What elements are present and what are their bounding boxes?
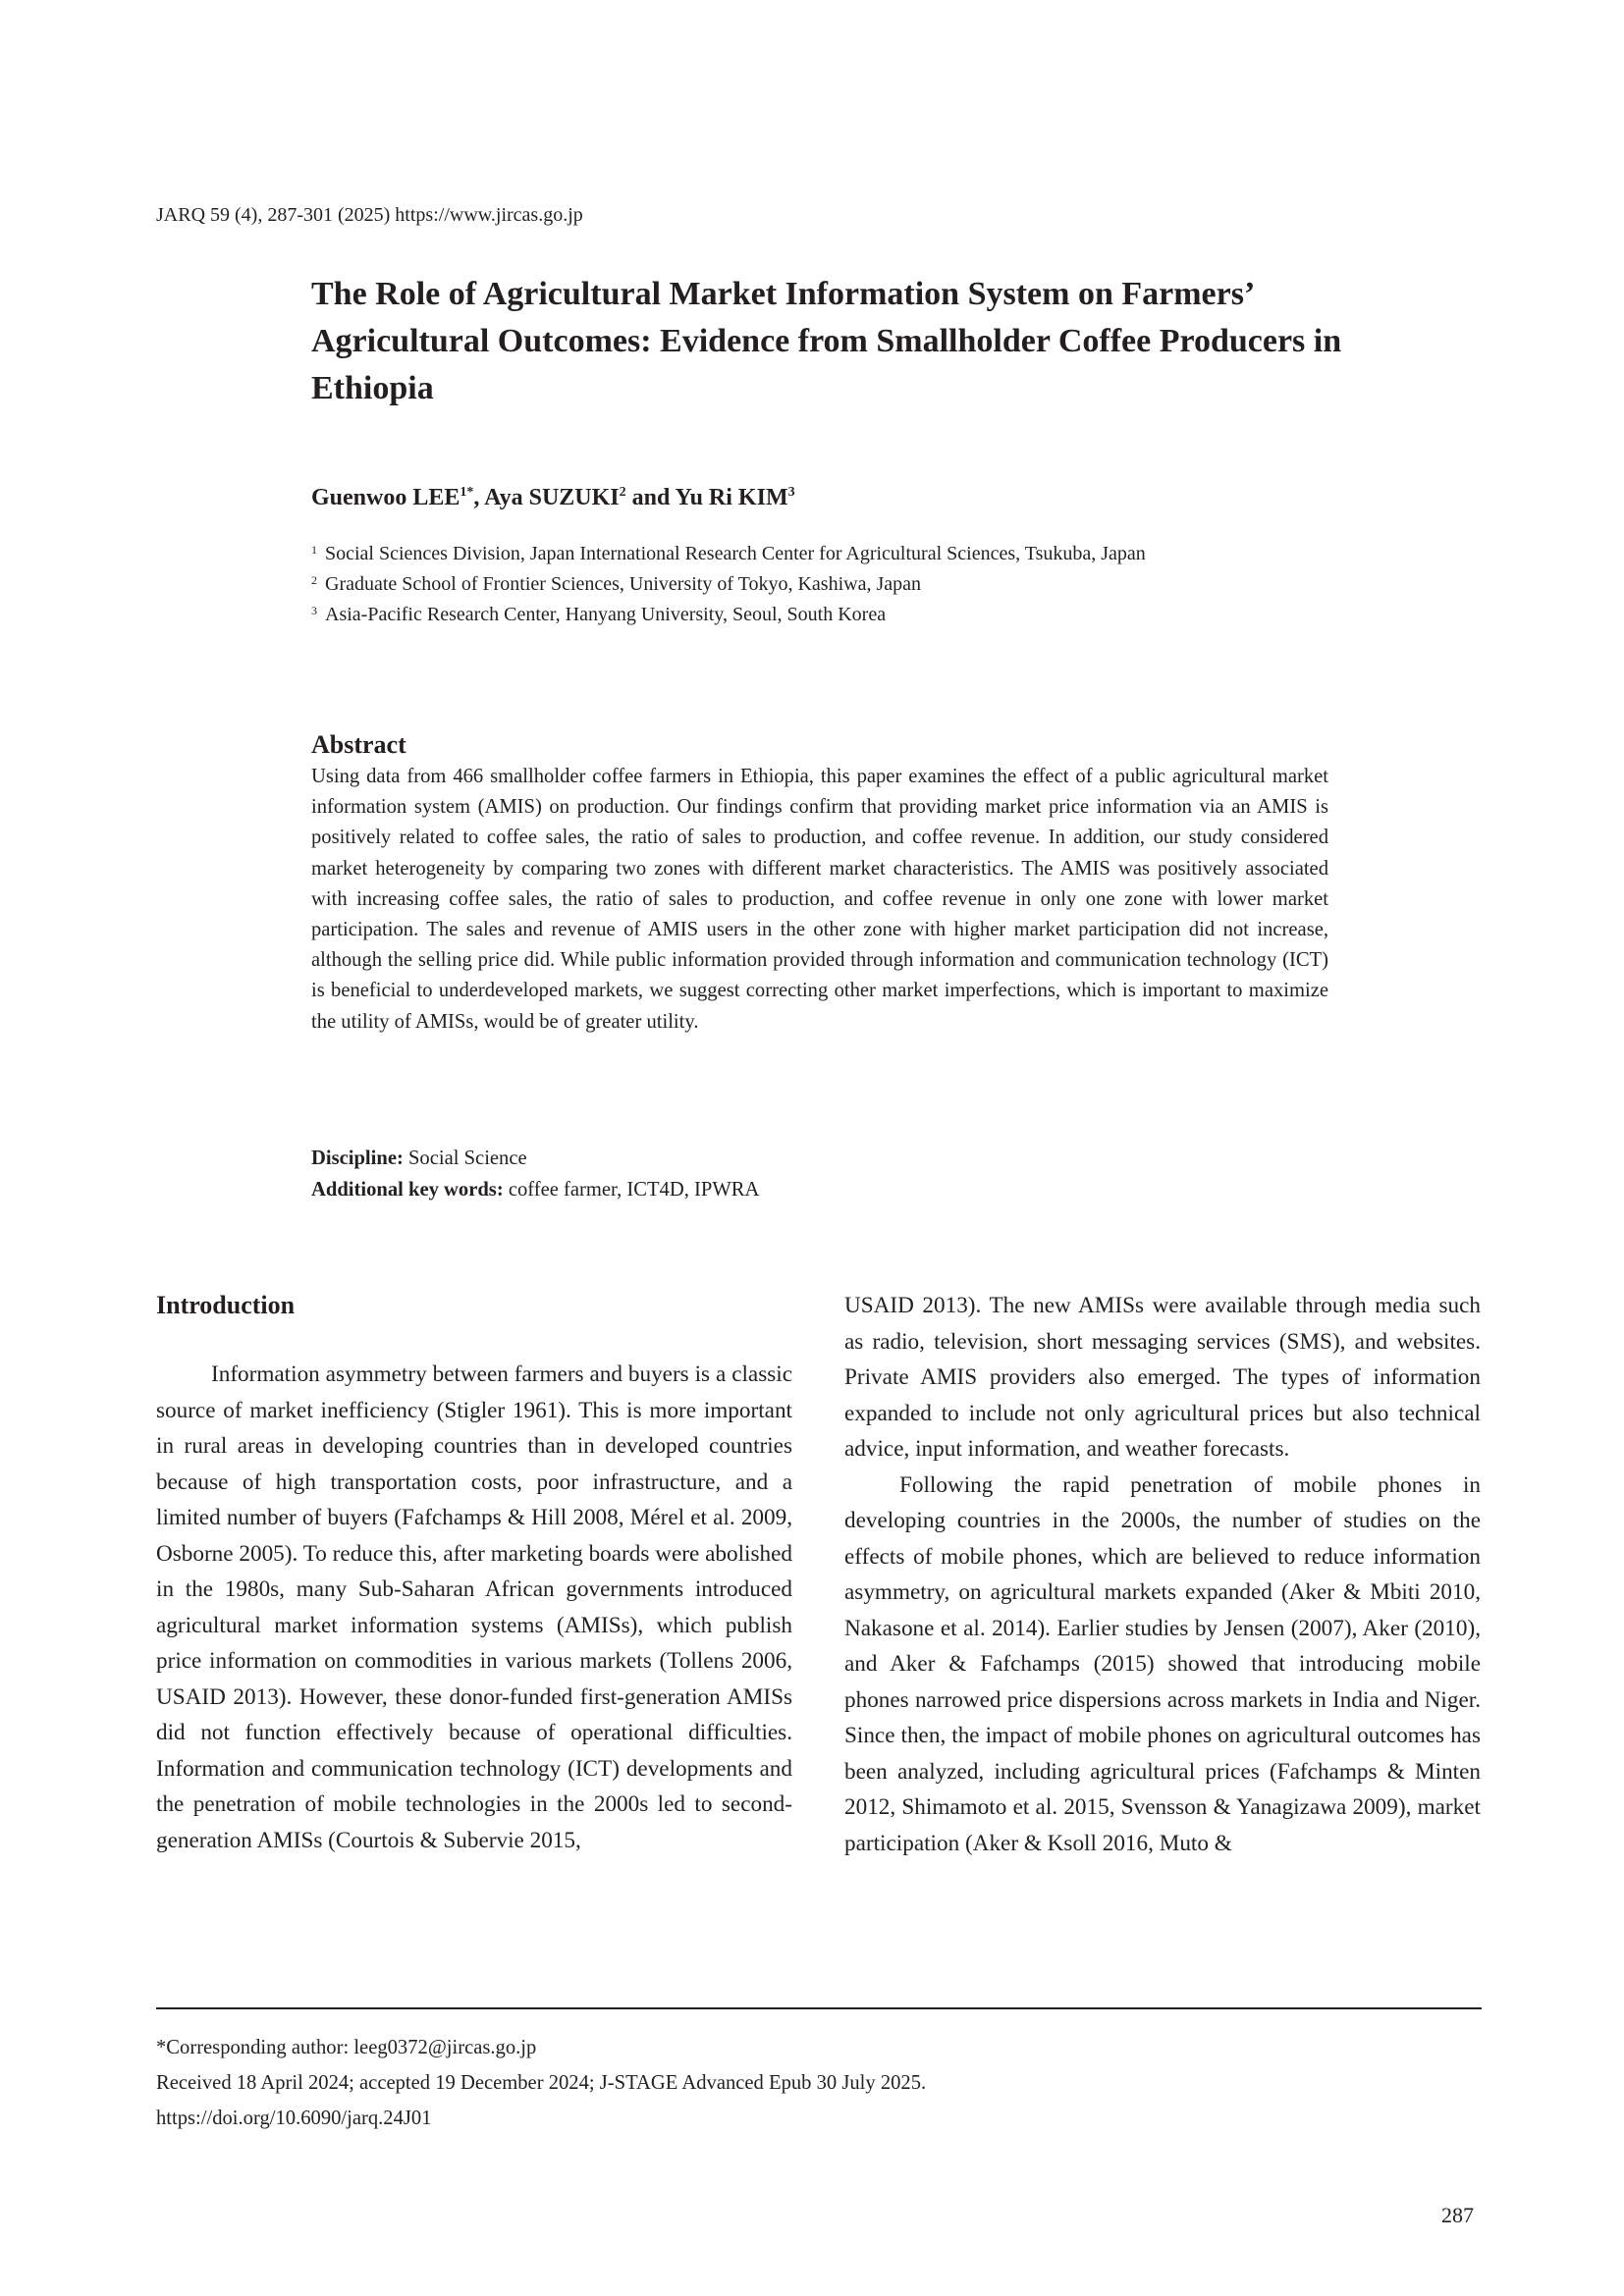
author-affiliation-mark: 3: [787, 485, 795, 500]
affiliation-item: [311, 539, 1391, 569]
author-affiliation-mark: 1*: [460, 485, 474, 500]
affiliations: [311, 539, 1391, 630]
discipline-line: [311, 1143, 759, 1174]
body-column-right: [844, 1288, 1481, 1861]
author-separator: ,: [473, 485, 485, 510]
affiliation-number: 2: [311, 573, 317, 587]
author-separator: and: [625, 485, 676, 510]
author-name: Guenwoo LEE: [311, 485, 460, 510]
footnote-divider: [156, 2007, 1482, 2009]
body-paragraph: Following the rapid penetration of mobile phones in developing countries in the 2000s, the number of studies on the effects of mobile phones, which are believed to reduce information asymmetry, on agricultural markets expanded (Aker & Mbiti 2010, Nakasone et al. 2014). Earlier studies by Jensen (2007), Aker (2010), and Aker & Fafchamps (2015) showed that introducing mobile phones narrowed price dispersions across markets in India and Niger. Since then, the impact of mobile phones on agricultural outcomes has been analyzed, including agricultural prices (Fafchamps & Minten 2012, Shimamoto et al. 2015, Svensson & Yanagizawa 2009), market participation (Aker & Ksoll 2016, Muto &: [844, 1471, 1481, 1856]
received-dates-note: Received 18 April 2024; accepted 19 December 2024; J-STAGE Advanced Epub 30 July 2025.: [156, 2072, 927, 2094]
discipline-label: Discipline:: [311, 1148, 404, 1169]
affiliation-text: Graduate School of Frontier Sciences, University of Tokyo, Kashiwa, Japan: [325, 573, 921, 595]
keywords-label: Additional key words:: [311, 1179, 504, 1201]
corresponding-author-note: *Corresponding author: leeg0372@jircas.go.jp: [156, 2037, 537, 2058]
abstract-body: Using data from 466 smallholder coffee farmers in Ethiopia, this paper examines the effect of a public agricultural market information system (AMIS) on production. Our findings confirm that providing market price information via an AMIS is positively related to coffee sales, the ratio of sales to production, and coffee revenue. In addition, our study considered market heterogeneity by comparing two zones with different market characteristics. The AMIS was positively associated with increasing coffee sales, the ratio of sales to production, and coffee revenue in only one zone with lower market participation. The sales and revenue of AMIS users in the other zone with higher market participation did not increase, although the selling price did. While public information provided through information and communication technology (ICT) is beneficial to underdeveloped markets, we suggest correcting other market imperfections, which is important to maximize the utility of AMISs, would be of greater utility.: [311, 766, 1328, 1033]
affiliation-item: [311, 600, 1391, 630]
running-head: JARQ 59 (4), 287-301 (2025) https://www.jircas.go.jp: [156, 204, 583, 226]
keywords-line: [311, 1174, 759, 1205]
author-affiliation-mark: 2: [619, 485, 626, 500]
body-paragraph: USAID 2013). The new AMISs were available through media such as radio, television, short messaging services (SMS), and websites. Private AMIS providers also emerged. The types of information expanded to include not only agricultural prices but also technical advice, input information, and weather forecasts.: [844, 1293, 1481, 1462]
author-name: Aya SUZUKI: [484, 485, 620, 510]
body-column-left: [156, 1288, 792, 1858]
affiliation-text: Social Sciences Division, Japan International Research Center for Agricultural Sciences, Tsukuba, Japan: [325, 543, 1146, 564]
body-paragraph: Information asymmetry between farmers and buyers is a classic source of market inefficiency (Stigler 1961). This is more important in rural areas in developing countries than in developed countries because of high transportation costs, poor infrastructure, and a limited number of buyers (Fafchamps & Hill 2008, Mérel et al. 2009, Osborne 2005). To reduce this, after marketing boards were abolished in the 1980s, many Sub-Saharan African governments introduced agricultural market information systems (AMISs), which publish price information on commodities in various markets (Tollens 2006, USAID 2013). However, these donor-funded first-generation AMISs did not function effectively because of operational difficulties. Information and communication technology (ICT) developments and the penetration of mobile technologies in the 2000s led to second-generation AMISs (Courtois & Subervie 2015,: [156, 1362, 792, 1853]
affiliation-item: [311, 569, 1391, 600]
footnotes: [156, 2030, 926, 2136]
affiliation-text: Asia-Pacific Research Center, Hanyang University, Seoul, South Korea: [325, 604, 887, 625]
article-meta: [311, 1143, 759, 1205]
keywords-value: coffee farmer, ICT4D, IPWRA: [503, 1179, 760, 1201]
introduction-heading: Introduction: [156, 1291, 296, 1319]
affiliation-number: 1: [311, 543, 317, 557]
abstract-heading: Abstract: [311, 730, 406, 759]
discipline-value: Social Science: [403, 1148, 527, 1169]
article-title: The Role of Agricultural Market Information System on Farmers’ Agricultural Outcomes: Evidence from Smallholder Coffee Producers in Ethiopia: [311, 276, 1342, 406]
affiliation-number: 3: [311, 604, 317, 617]
page-number: 287: [1441, 2203, 1474, 2227]
doi-link[interactable]: https://doi.org/10.6090/jarq.24J01: [156, 2108, 432, 2129]
author-list: [311, 485, 795, 511]
author-name: Yu Ri KIM: [675, 485, 788, 510]
